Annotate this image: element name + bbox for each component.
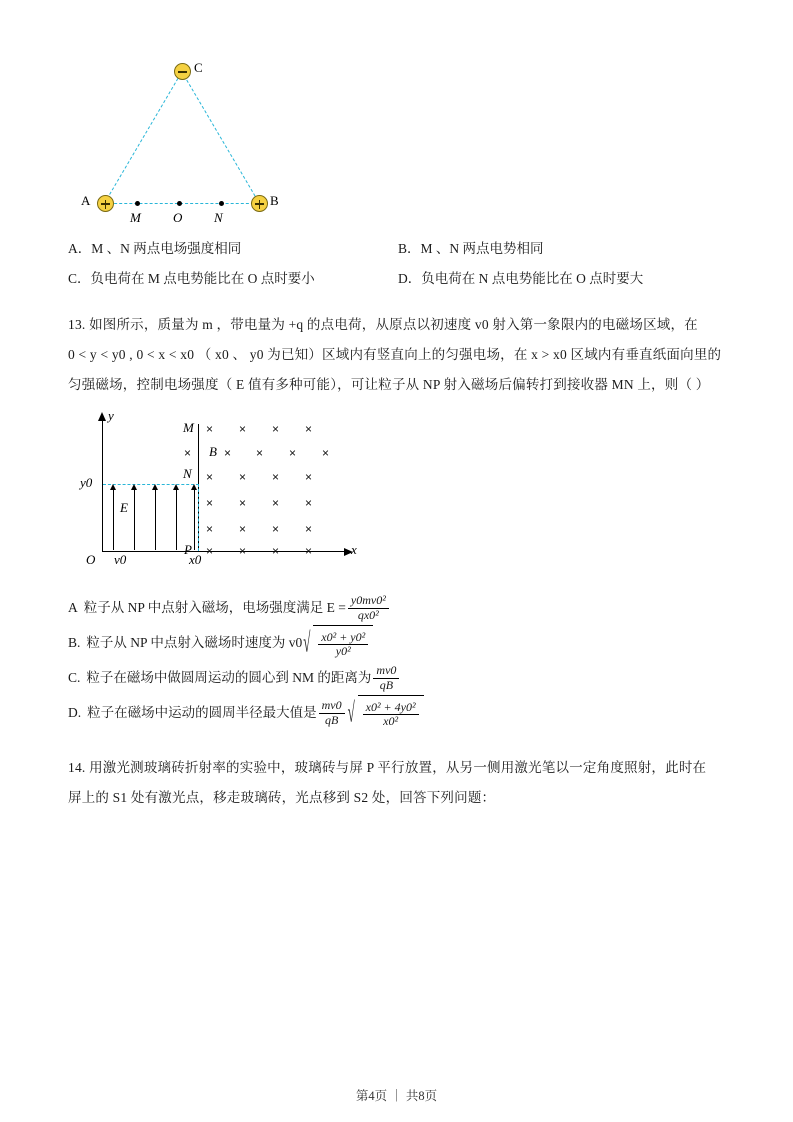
q13-option-c bbox=[68, 661, 728, 695]
q13-option-d-root-denominator: x0² bbox=[383, 714, 399, 729]
q13-text-1: 如图所示，质量为 m ，带电量为 +q 的点电荷，从原点以初速度 v0 射入第一象限内的电磁场区域，在 bbox=[89, 317, 698, 332]
q12-option-d-text: 负电荷在 N 点电势能比在 O 点时要大 bbox=[421, 271, 644, 286]
q13-option-a bbox=[68, 591, 728, 625]
triangle-edge-ac bbox=[104, 69, 184, 203]
label-n-point: N bbox=[183, 466, 192, 481]
q14-text-1: 用激光测玻璃砖折射率的实验中，玻璃砖与屏 P 平行放置，从另一侧用激光笔以一定角度照射，此时在 bbox=[89, 760, 707, 775]
q13-option-d-radical bbox=[348, 695, 424, 731]
cross-symbol: × bbox=[272, 496, 280, 510]
cross-symbol: × bbox=[305, 470, 313, 484]
cross-symbol: × bbox=[289, 446, 297, 460]
cross-symbol: × bbox=[305, 422, 313, 436]
e-field-arrowhead bbox=[110, 484, 116, 490]
cross-symbol: × bbox=[256, 446, 264, 460]
label-x0 bbox=[189, 552, 201, 568]
cross-symbol: × bbox=[206, 544, 214, 558]
q13-option-a-fraction bbox=[348, 594, 389, 623]
q14-number: 14. bbox=[68, 760, 86, 775]
label-v0-text: v0 bbox=[114, 552, 127, 567]
label-a: A bbox=[81, 193, 91, 208]
cross-symbol: × bbox=[272, 522, 280, 536]
q12-option-c bbox=[68, 264, 398, 294]
e-field-arrow bbox=[134, 490, 135, 550]
point-n-dot bbox=[219, 201, 224, 206]
q12-option-d-label: D． bbox=[398, 271, 422, 286]
e-field-arrowhead bbox=[152, 484, 158, 490]
q13-option-d-root-fraction bbox=[363, 701, 419, 730]
cross-symbol: × bbox=[184, 446, 192, 460]
q13-option-c-text: 粒子在磁场中做圆周运动的圆心到 NM 的距离为 bbox=[86, 670, 372, 685]
q13-option-b-numerator: √ x0² + y0² bbox=[318, 631, 368, 646]
figure-em-field-region bbox=[76, 404, 416, 579]
charge-c-negative bbox=[174, 63, 191, 80]
q14-line-2: 屏上的 S1 处有激光点，移走玻璃砖，光点移到 S2 处，回答下列问题： bbox=[68, 790, 496, 805]
q12-option-c-text: 负电荷在 M 点电势能比在 O 点时要小 bbox=[90, 271, 315, 286]
label-b-field: B bbox=[209, 444, 217, 459]
e-field-arrowhead bbox=[191, 484, 197, 490]
e-field-arrowhead bbox=[131, 484, 137, 490]
q13-number: 13. bbox=[68, 317, 86, 332]
label-y0 bbox=[80, 475, 92, 491]
q12-option-c-label: C． bbox=[68, 271, 91, 286]
label-v0 bbox=[114, 552, 126, 568]
q13-option-b-fraction bbox=[318, 631, 368, 660]
page-content bbox=[68, 30, 728, 813]
cross-symbol: × bbox=[239, 496, 247, 510]
e-field-arrow bbox=[176, 490, 177, 550]
dash-line-x0 bbox=[198, 484, 199, 551]
label-axis-x: x bbox=[351, 542, 357, 557]
q13-option-b-label: B. bbox=[68, 635, 81, 650]
axis-y-arrowhead bbox=[98, 412, 106, 421]
cross-symbol: × bbox=[305, 496, 313, 510]
q13-option-c-denominator: qB bbox=[379, 677, 394, 692]
page-footer: 第4页 ｜ 共8页 bbox=[355, 1089, 438, 1103]
q12-option-a bbox=[68, 234, 398, 264]
cross-symbol: × bbox=[224, 446, 232, 460]
cross-symbol: × bbox=[272, 544, 280, 558]
label-e-field: E bbox=[120, 500, 128, 515]
label-axis-y: y bbox=[108, 408, 114, 423]
q13-option-c-label: C. bbox=[68, 670, 81, 685]
cross-symbol: × bbox=[206, 522, 214, 536]
q12-option-b-label: B． bbox=[398, 241, 421, 256]
q12-options-row-2 bbox=[68, 264, 728, 294]
cross-symbol: × bbox=[272, 422, 280, 436]
q12-option-a-text: M 、N 两点电场强度相同 bbox=[91, 241, 242, 256]
triangle-edge-cb bbox=[181, 71, 261, 205]
point-o-dot bbox=[177, 201, 182, 206]
cross-symbol: × bbox=[322, 446, 330, 460]
q12-options-row-1 bbox=[68, 234, 728, 264]
axis-y bbox=[102, 420, 103, 552]
point-m-dot bbox=[135, 201, 140, 206]
q13-option-d-label: D. bbox=[68, 705, 82, 720]
charge-b-positive bbox=[251, 195, 268, 212]
label-n: N bbox=[214, 210, 223, 225]
q13-option-a-text: 粒子从 NP 中点射入磁场，电场强度满足 E = bbox=[83, 600, 346, 615]
cross-symbol: × bbox=[239, 544, 247, 558]
dash-line-y0 bbox=[103, 484, 199, 485]
cross-symbol: × bbox=[239, 422, 247, 436]
label-b: B bbox=[270, 193, 279, 208]
cross-symbol: × bbox=[239, 470, 247, 484]
q13-line-2: 0 < y < y0 , 0 < x < x0 （ x0 、 y0 为已知）区域内有竖直向上的匀强电场，在 x > x0 区域内有垂直纸面向里的 bbox=[68, 347, 722, 362]
q13-option-b-radical bbox=[303, 625, 373, 661]
e-field-arrow bbox=[155, 490, 156, 550]
label-m-point: M bbox=[183, 420, 194, 435]
cross-symbol: × bbox=[239, 522, 247, 536]
q13-option-d-text: 粒子在磁场中运动的圆周半径最大值是 bbox=[87, 705, 317, 720]
q13-option-b-text: 粒子从 NP 中点射入磁场时速度为 v0 bbox=[86, 635, 303, 650]
q13-option-d-radicand bbox=[358, 695, 424, 731]
label-m: M bbox=[130, 210, 141, 225]
label-p-point: P bbox=[184, 542, 192, 557]
q13-option-a-denominator: qx0² bbox=[357, 607, 379, 622]
q13-option-c-numerator: mv0 bbox=[373, 664, 399, 679]
cross-symbol: × bbox=[305, 544, 313, 558]
label-c: C bbox=[194, 60, 203, 75]
e-field-arrowhead bbox=[173, 484, 179, 490]
e-field-arrow bbox=[113, 490, 114, 550]
q13-option-d-fraction bbox=[319, 699, 345, 728]
q13-option-a-numerator: y0mv0² bbox=[348, 594, 389, 609]
label-x0-text: x0 bbox=[189, 552, 202, 567]
q12-option-b-text: M 、N 两点电势相同 bbox=[420, 241, 544, 256]
cross-symbol: × bbox=[206, 496, 214, 510]
q12-option-d bbox=[398, 264, 728, 294]
q13-option-b-radicand bbox=[313, 625, 373, 661]
q12-option-b bbox=[398, 234, 728, 264]
cross-symbol: × bbox=[305, 522, 313, 536]
q13-line-1 bbox=[68, 310, 728, 340]
q13-option-b-denominator: y0² bbox=[335, 644, 351, 659]
cross-symbol: × bbox=[206, 470, 214, 484]
figure-triangle-charges bbox=[78, 30, 418, 230]
q13-option-d-numerator: mv0 bbox=[319, 699, 345, 714]
q13-option-c-fraction bbox=[373, 664, 399, 693]
q13-option-d-root-numerator: √ x0² + 4y0² bbox=[363, 701, 419, 716]
e-field-arrow bbox=[194, 490, 195, 550]
q12-option-a-label: A． bbox=[68, 241, 92, 256]
label-y0-text: y0 bbox=[80, 475, 93, 490]
cross-symbol: × bbox=[272, 470, 280, 484]
q14-line-1 bbox=[68, 753, 728, 783]
cross-symbol: × bbox=[206, 422, 214, 436]
q13-option-d-denominator: qB bbox=[324, 712, 339, 727]
label-origin: O bbox=[86, 552, 96, 567]
q13-line-3: 匀强磁场，控制电场强度（ E 值有多种可能），可让粒子从 NP 射入磁场后偏转打到接收器 MN 上，则（ ） bbox=[68, 377, 710, 392]
q13-option-a-label: A bbox=[68, 600, 78, 615]
q13-option-d bbox=[68, 695, 728, 731]
q13-option-b bbox=[68, 625, 728, 661]
label-o: O bbox=[173, 210, 183, 225]
charge-a-positive bbox=[97, 195, 114, 212]
